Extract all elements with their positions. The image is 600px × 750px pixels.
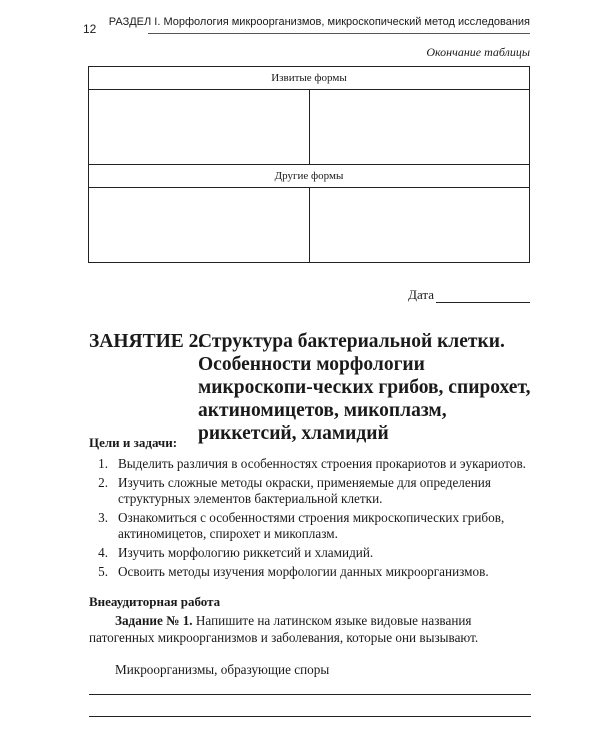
section-title-spiral: Извитые формы (89, 67, 530, 90)
item-text: Ознакомиться с особенностями строения микроскопических грибов, актиномицетов, спирохет и микоплазм. (118, 510, 505, 541)
table-section-header (89, 67, 530, 90)
date-line (408, 287, 530, 303)
morphology-table (88, 66, 530, 263)
item-text: Освоить методы изучения морфологии данных микроорганизмов. (118, 564, 489, 579)
lesson-title: Структура бактериальной клетки. Особенности морфологии микроскопи-ческих грибов, спирохет, актиномицетов, микоплазм, риккетсий, хламидий (198, 331, 531, 444)
answer-prompt: Микроорганизмы, образующие споры (115, 662, 330, 677)
description-cell[interactable] (309, 188, 530, 263)
item-text: Изучить сложные методы окраски, применяемые для определения структурных элементов бактериальной клетки. (118, 475, 491, 506)
goals-list (90, 456, 530, 583)
task-paragraph (89, 612, 531, 646)
task-text: Напишите на латинском языке видовые названия патогенных микроорганизмов и заболевания, которые они вызывают. (89, 613, 479, 645)
answer-line[interactable] (89, 694, 531, 695)
date-label: Дата (408, 287, 434, 302)
item-number: 2. (98, 475, 108, 490)
item-number: 5. (98, 564, 108, 579)
description-cell[interactable] (309, 90, 530, 165)
item-text: Изучить морфологию риккетсий и хламидий. (118, 545, 374, 560)
item-number: 1. (98, 456, 108, 471)
header-rule (148, 33, 530, 34)
list-item (90, 475, 530, 507)
drawing-cell[interactable] (89, 188, 310, 263)
item-number: 4. (98, 545, 108, 560)
item-number: 3. (98, 510, 108, 525)
item-text: Выделить различия в особенностях строения прокариотов и эукариотов. (118, 456, 526, 471)
table-caption: Окончание таблицы (426, 45, 530, 59)
list-item (90, 510, 530, 542)
date-blank[interactable] (436, 288, 530, 303)
task-label: Задание № 1. (115, 613, 193, 628)
list-item (90, 564, 530, 580)
goals-heading: Цели и задачи: (89, 435, 178, 450)
list-item (90, 456, 530, 472)
table-section-header (89, 165, 530, 188)
lesson-label: ЗАНЯТИЕ 2. (89, 331, 204, 352)
table-row (89, 188, 530, 263)
table-row (89, 90, 530, 165)
running-header: РАЗДЕЛ I. Морфология микроорганизмов, микроскопический метод исследования (108, 16, 530, 28)
extracurricular-heading: Внеаудиторная работа (89, 594, 221, 609)
answer-line[interactable] (89, 716, 531, 717)
list-item (90, 545, 530, 561)
page-number: 12 (83, 22, 97, 36)
section-title-other: Другие формы (89, 165, 530, 188)
drawing-cell[interactable] (89, 90, 310, 165)
